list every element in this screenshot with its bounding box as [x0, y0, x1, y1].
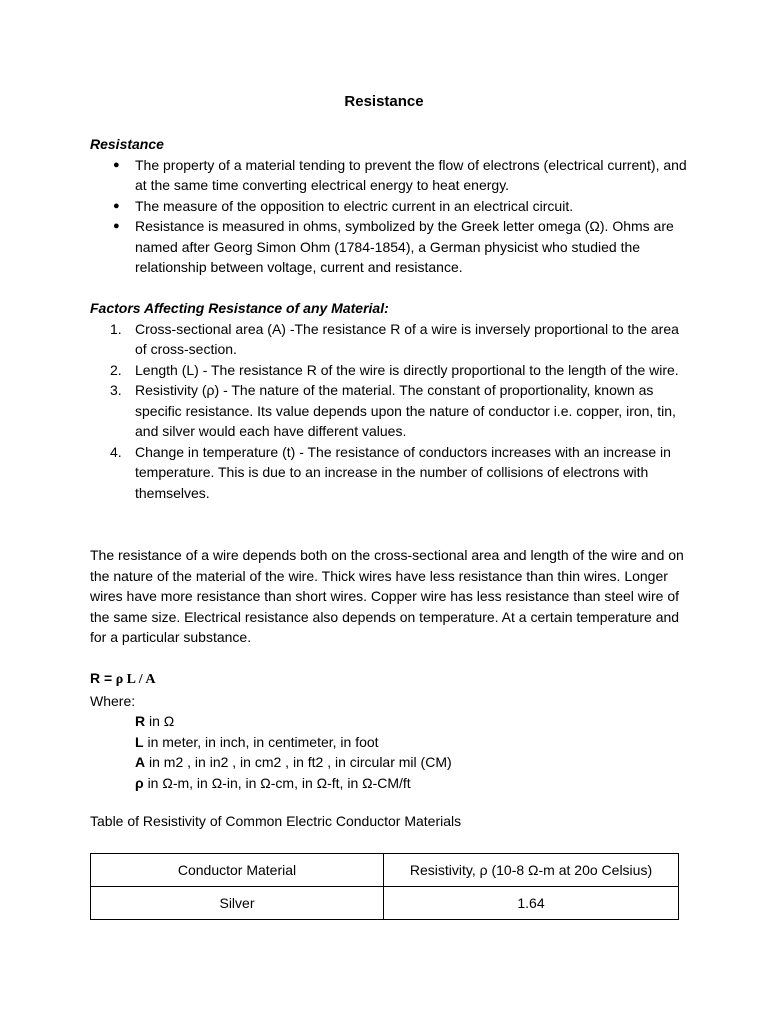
table-cell: 1.64	[384, 887, 679, 920]
body-paragraph-block	[90, 545, 685, 648]
resistivity-table	[90, 853, 679, 920]
variable-symbol: L	[135, 733, 144, 750]
bullet-list	[90, 155, 690, 278]
table-row	[91, 887, 679, 920]
section-heading: Resistance	[90, 136, 164, 152]
section-heading: Factors Affecting Resistance of any Material:	[90, 300, 389, 316]
body-paragraph: The resistance of a wire depends both on the cross-sectional area and length of the wire and on the nature of the material of the wire. Thick wires have less resistance than thin wires. Longer wires have more resistance than short wires. Copper wire has less resistance than steel wire of the same size. Electrical resistance also depends on temperature. At a certain temperature and for a particular substance.	[90, 547, 684, 645]
list-number: 2.	[110, 361, 122, 378]
list-item	[90, 360, 690, 381]
list-text: Change in temperature (t) - The resistance of conductors increases with an increase in temperature. This is due to an increase in the number of collisions of electrons with themselves.	[135, 443, 671, 501]
list-number: 1.	[110, 320, 122, 337]
formula-expression: ρ L / A	[115, 672, 156, 687]
list-item	[90, 380, 690, 442]
formula-block	[90, 668, 690, 793]
formula-lead: R =	[90, 670, 113, 686]
variable-row	[135, 773, 690, 794]
variable-desc: in Ω	[149, 713, 175, 729]
list-text: Cross-sectional area (A) -The resistance R of a wire is inversely proportional to the area of cross-section.	[135, 320, 679, 357]
table-caption-block	[90, 811, 690, 832]
page-title: Resistance	[344, 93, 424, 110]
where-label: Where:	[90, 692, 136, 709]
variable-row	[135, 752, 690, 773]
section-factors	[90, 298, 690, 503]
list-text: Resistivity (ρ) - The nature of the material. The constant of proportionality, known as specific resistance. Its value depends upon the nature of conductor i.e. copper, iron, tin, and silver would each have different values.	[135, 382, 676, 439]
variable-list	[90, 711, 690, 793]
variable-desc: in meter, in inch, in centimeter, in foot	[147, 733, 379, 750]
variable-desc: in Ω-m, in Ω-in, in Ω-cm, in Ω-ft, in Ω-CM/ft	[147, 774, 411, 791]
variable-desc: in m2 , in in2 , in cm2 , in ft2 , in circular mil (CM)	[149, 754, 452, 770]
list-number: 4.	[110, 443, 122, 460]
table-caption: Table of Resistivity of Common Electric Conductor Materials	[90, 813, 462, 829]
formula	[90, 668, 690, 691]
table-header-row	[91, 854, 679, 887]
list-item	[90, 442, 690, 504]
list-text: Length (L) - The resistance R of the wire is directly proportional to the length of the wire.	[135, 361, 679, 378]
variable-symbol: A	[135, 754, 146, 770]
section-resistance	[90, 134, 690, 278]
list-item: ● The property of a material tending to prevent the flow of electrons (electrical current), and at the same time converting electrical energy to heat energy.	[90, 155, 690, 196]
variable-symbol: ρ	[135, 774, 144, 791]
list-number: 3.	[110, 382, 122, 398]
table-header-cell: Resistivity, ρ (10-8 Ω-m at 20o Celsius)	[384, 854, 679, 887]
numbered-list	[90, 319, 690, 504]
variable-row	[135, 732, 690, 753]
list-item	[90, 319, 690, 360]
variable-symbol: R	[135, 713, 146, 729]
variable-row	[135, 711, 690, 732]
list-item: ● Resistance is measured in ohms, symbolized by the Greek letter omega (Ω). Ohms are named after Georg Simon Ohm (1784-1854), a German physicist who studied the relationship between voltage, current and resistance.	[90, 216, 690, 278]
table-header-cell: Conductor Material	[91, 854, 384, 887]
table-cell: Silver	[91, 887, 384, 920]
list-item: ● The measure of the opposition to electric current in an electrical circuit.	[90, 196, 690, 217]
